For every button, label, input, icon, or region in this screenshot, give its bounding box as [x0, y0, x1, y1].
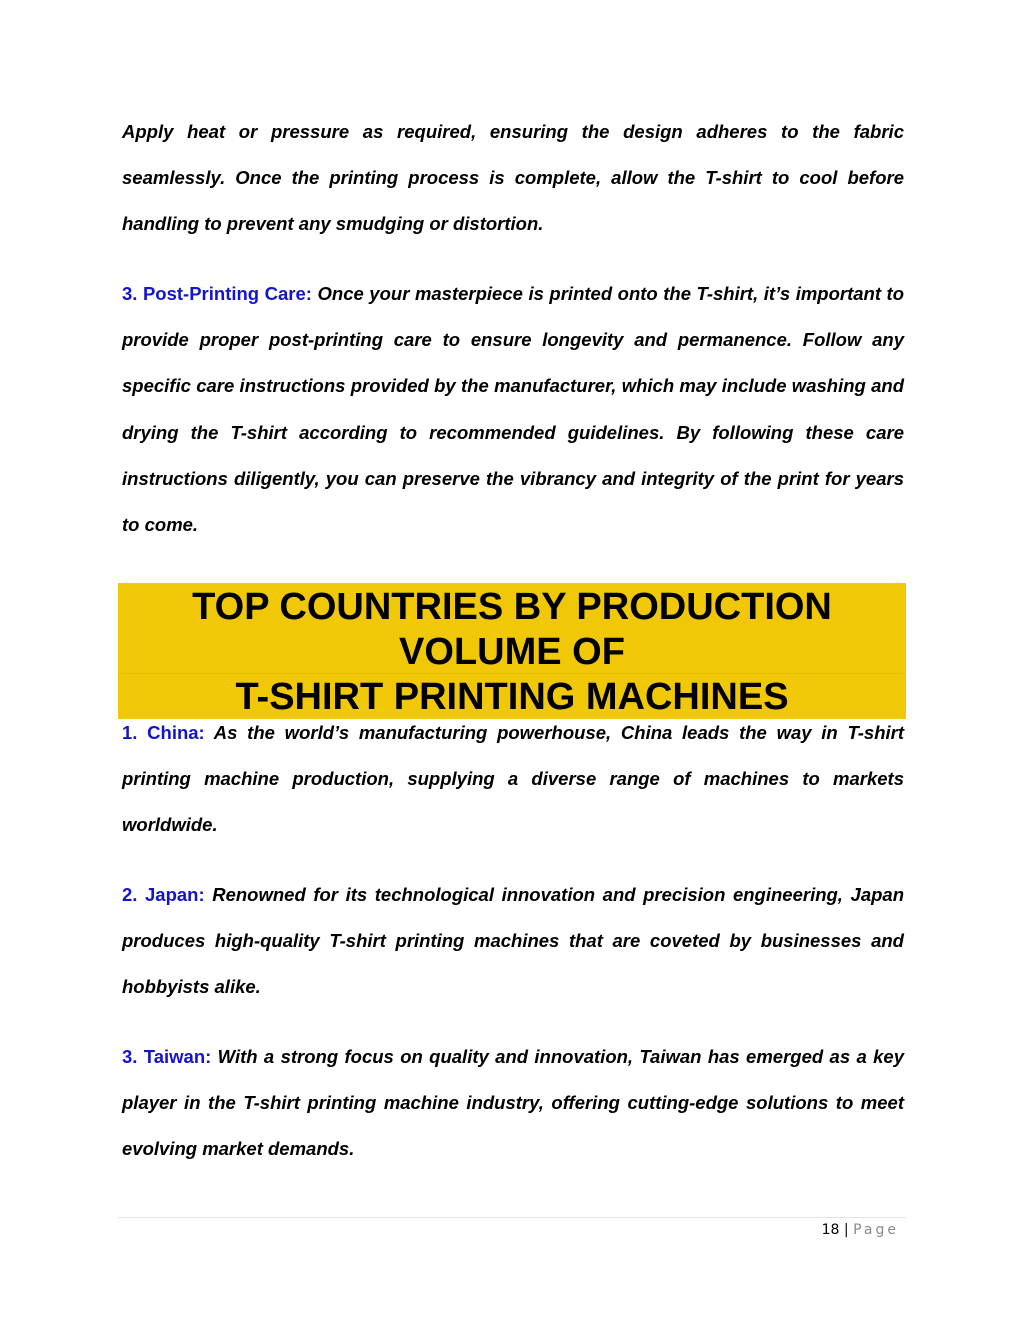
- heading-line-2: VOLUME OF: [399, 631, 625, 673]
- country-label: 3. Taiwan:: [122, 1046, 212, 1067]
- page-word: Page: [853, 1222, 899, 1238]
- country-text: As the world’s manufacturing powerhouse, China leads the way in T-shirt printing machine production, supplying a diverse range of machines to markets worldwide.: [122, 722, 904, 836]
- paragraph-apply-heat: Apply heat or pressure as required, ensuring the design adheres to the fabric seamlessly. Once the printing process is complete, allow the T-shirt to cool before handling to prevent any smudging or distortion.: [122, 121, 904, 235]
- country-japan: [122, 872, 904, 1011]
- heading-divider: [118, 673, 906, 674]
- footer-separator: |: [843, 1222, 849, 1238]
- paragraph-post-printing-care: [122, 271, 904, 548]
- post-printing-care-label: 3. Post-Printing Care:: [122, 283, 312, 304]
- country-text: Renowned for its technological innovation and precision engineering, Japan produces high-quality T-shirt printing machines that are coveted by businesses and hobbyists alike.: [122, 884, 904, 998]
- country-label: 1. China:: [122, 722, 205, 743]
- country-label: 2. Japan:: [122, 884, 205, 905]
- page-footer: [822, 1222, 899, 1238]
- footer-divider: [118, 1217, 906, 1218]
- country-text: With a strong focus on quality and innovation, Taiwan has emerged as a key player in the T-shirt printing machine industry, offering cutting-edge solutions to meet evolving market demands.: [122, 1046, 905, 1160]
- country-taiwan: [122, 1034, 904, 1173]
- section-heading: [118, 583, 906, 719]
- heading-line-1: TOP COUNTRIES BY PRODUCTION: [192, 586, 832, 628]
- heading-line-3: T-SHIRT PRINTING MACHINES: [235, 676, 789, 718]
- page-number: 18: [821, 1222, 840, 1238]
- post-printing-care-text: Once your masterpiece is printed onto the T-shirt, it’s important to provide proper post-printing care to ensure longevity and permanence. Follow any specific care instructions provided by the manufacturer, which may include washing and drying the T-shirt according to recommended guidelines. By following these care instructions diligently, you can preserve the vibrancy and integrity of the print for years to come.: [122, 283, 905, 536]
- country-china: [122, 710, 904, 849]
